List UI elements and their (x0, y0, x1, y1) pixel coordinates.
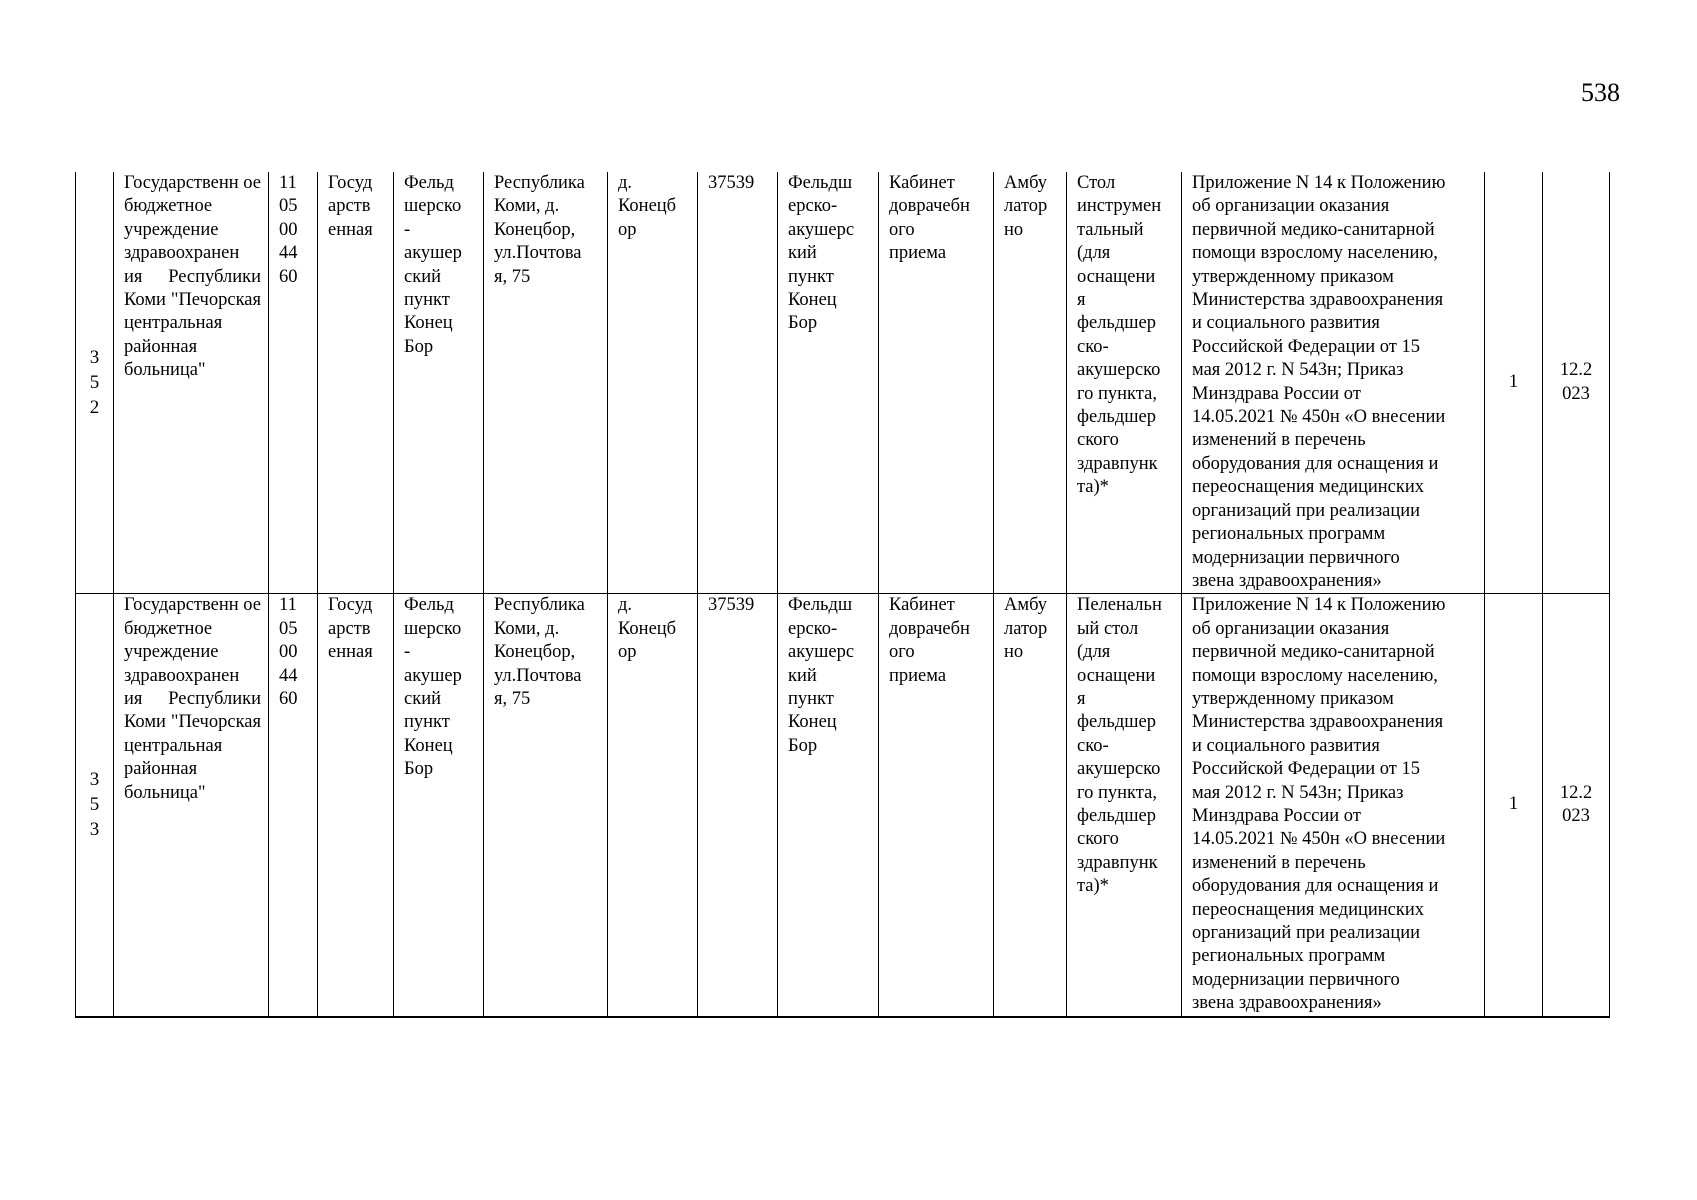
settlement: д. Конецб ор (618, 173, 677, 240)
address-cell (484, 172, 608, 594)
table-row (76, 594, 1610, 1017)
facility-cell (394, 594, 484, 1017)
ownership-cell (318, 172, 394, 594)
unit-name: Фельдш ерско- акушерс кий пункт Конец Бор (788, 595, 855, 756)
facility-cell (394, 172, 484, 594)
unit-cell (778, 594, 879, 1017)
quantity-cell (1485, 594, 1543, 1017)
care-form: Амбу латор но (1004, 173, 1048, 240)
quantity-cell (1485, 172, 1543, 594)
okato-code: 37539 (708, 595, 755, 616)
settlement-cell (608, 172, 698, 594)
room-cell (879, 594, 994, 1017)
room-name: Кабинет доврачебн ого приема (889, 595, 970, 686)
quantity: 1 (1508, 794, 1519, 815)
ownership: Госуд арств енная (328, 173, 373, 240)
basis-cell (1182, 172, 1485, 594)
facility-name: Фельд шерско - акушер ский пункт Конец Бор (404, 595, 462, 780)
address: Республика Коми, д. Конецбор, ул.Почтова я, 75 (494, 595, 585, 709)
organization-code: 1105004460 (279, 173, 298, 287)
okato-code: 37539 (708, 173, 755, 193)
okato-cell (698, 594, 778, 1017)
organization-name: Государственн ое бюджетное учреждение здравоохранен ия Республики Коми "Печорская центральная районная больница" (124, 173, 261, 381)
equipment-name: Пеленальн ый стол (для оснащени я фельдшер ско- акушерско го пункта, фельдшер ского здравпунк та)* (1077, 595, 1162, 897)
facility-name: Фельд шерско - акушер ский пункт Конец Бор (404, 173, 462, 357)
legal-basis: Приложение N 14 к Положению об организации оказания первичной медико-санитарной помощи взрослому населению, утвержденному приказом Министерства здравоохранения и социального развития Российской Федерации от 15 мая 2012 г. N 543н; Приказ Минздрава России от 14.05.2021 № 450н «О внесении изменений в перечень оборудования для оснащения и переоснащения медицинских организаций при реализации региональных программ модернизации первичного звена здравоохранения» (1192, 595, 1446, 1014)
table-row (76, 172, 1610, 594)
address-cell (484, 594, 608, 1017)
row-number-cell (76, 172, 114, 594)
date: 12.2023 (1559, 360, 1593, 404)
ownership-cell (318, 594, 394, 1017)
care-form-cell (994, 172, 1067, 594)
equipment-cell (1067, 594, 1182, 1017)
legal-basis: Приложение N 14 к Положению об организации оказания первичной медико-санитарной помощи взрослому населению, утвержденному приказом Министерства здравоохранения и социального развития Российской Федерации от 15 мая 2012 г. N 543н; Приказ Минздрава России от 14.05.2021 № 450н «О внесении изменений в перечень оборудования для оснащения и переоснащения медицинских организаций при реализации региональных программ модернизации первичного звена здравоохранения» (1192, 173, 1446, 591)
code-cell (269, 172, 318, 594)
room-cell (879, 172, 994, 594)
room-name: Кабинет доврачебн ого приема (889, 173, 970, 264)
organization-code: 1105004460 (279, 595, 298, 709)
code-cell (269, 594, 318, 1017)
unit-cell (778, 172, 879, 594)
equipment-table (75, 172, 1610, 1018)
care-form: Амбу латор но (1004, 595, 1048, 663)
settlement: д. Конецб ор (618, 595, 677, 663)
page-number: 538 (1581, 78, 1620, 107)
settlement-cell (608, 594, 698, 1017)
organization-name: Государственн ое бюджетное учреждение здравоохранен ия Республики Коми "Печорская центральная районная больница" (124, 595, 261, 803)
address: Республика Коми, д. Конецбор, ул.Почтова я, 75 (494, 173, 585, 287)
basis-cell (1182, 594, 1485, 1017)
date-cell (1543, 594, 1610, 1017)
unit-name: Фельдш ерско- акушерс кий пункт Конец Бор (788, 173, 855, 334)
row-number: 352 (89, 346, 100, 418)
date: 12.2023 (1559, 782, 1593, 826)
row-number-cell (76, 594, 114, 1017)
equipment-cell (1067, 172, 1182, 594)
ownership: Госуд арств енная (328, 595, 373, 663)
date-cell (1543, 172, 1610, 594)
row-number: 353 (89, 769, 100, 841)
organization-cell (114, 172, 269, 594)
care-form-cell (994, 594, 1067, 1017)
equipment-name: Стол инструмен тальный (для оснащени я фельдшер ско- акушерско го пункта, фельдшер ского здравпунк та)* (1077, 173, 1162, 498)
quantity: 1 (1508, 371, 1519, 392)
okato-cell (698, 172, 778, 594)
organization-cell (114, 594, 269, 1017)
